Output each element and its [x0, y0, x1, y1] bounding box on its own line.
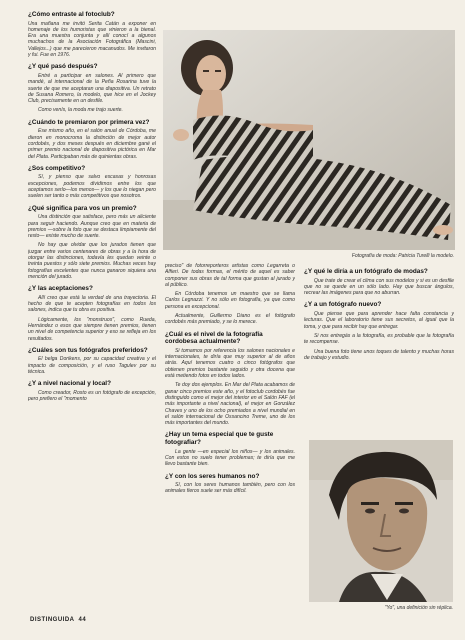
model-photo-icon	[163, 30, 455, 250]
question-heading: ¿Y qué pasó después?	[28, 63, 98, 71]
question-heading: ¿Hay un tema especial que te guste fotografiar?	[165, 431, 274, 447]
question-heading: ¿Sos competitivo?	[28, 164, 86, 172]
answer-paragraph: Como venís, la moda me trajo suerte.	[38, 107, 123, 114]
answer-paragraph: Sí, y pienso que salvo escasas y honrosas excepciones, podemos dividirnos entre los que aceptamos serlo—los menos— y los que lo niegan pero suelen ser tanto o más competitivos que nosotros.	[28, 174, 156, 200]
answer-paragraph: Como creador, Rosto es un fotógrafo de excepción, pero prefiero el "momento	[28, 389, 156, 403]
answer-paragraph: Si tomamos por referencia los salones nacionales e internacionales, te diría que muy superior al de años atrás. Aquí tenemos cuatro o cinco fotógrafos que obtienen premios bastante seguido y otra docena que está metiendo fotos en todos lados.	[165, 347, 295, 380]
answer-paragraph: Una distinción que satisface, pero más un aliciente para seguir haciendo. Aunque creo que en materia de premios —sobre la foto que se destaca limpiamente del resto— existe mucho de suerte.	[28, 214, 156, 240]
question-heading: ¿Cuándo te premiaron por primera vez?	[28, 118, 150, 126]
page-footer	[30, 617, 86, 623]
answer-paragraph: Que trate de crear el clima con sus modelos y si es un desfile que no se quede en un sólo lado. Hay que buscar ángulos, recrear las imágenes para que no aburran.	[304, 277, 454, 297]
answer-paragraph: Que piense que para aprender hace falta constancia y lecturas. Que el laboratorio tiene sus secretos, al igual que la toma, y que para recibir hay que entregar.	[304, 311, 454, 330]
question-heading: ¿Cómo entraste al fotoclub?	[28, 11, 115, 18]
answer-paragraph: El belga Dorikens, por su capacidad creativa y el impacto de composición, y el ruso Tagulev por su técnica.	[28, 356, 156, 376]
question-heading: ¿Cuál es el nivel de la fotografía cordobesa actualmente?	[165, 330, 263, 346]
question-heading: ¿Y qué le diría a un fotógrafo de modas?	[304, 268, 428, 275]
answer-paragraph: Lógicamente, los "monstruos", como Rueda, Hernández o esos que siempre tienen premios, tienen un nivel de competencia superior y eso se refleja en los resultados.	[28, 316, 156, 342]
answer-paragraph: Una buena foto tiene unos toques de talento y muchas horas de trabajo y estudio.	[304, 348, 454, 361]
answer-paragraph: No hay que olvidar que los jurados tienen que juzgar entre varios centenares de obras y a la hora de otorgar las distinciones, todavía les quedan veinte o treinta puestos y sólo siete premios. Muchas veces hay fotografías excelentes que nunca ganaron siquiera una mención del jurado.	[28, 242, 156, 280]
answer-paragraph: Entré a participar en salones. Al primero que mandé, al internacional de la Peña Rosarina tuve la suerte de que me aceptaran una diapositiva. Un retrato de Susana Romero, la modelo, que hice en el Jockey Club, precisamente en un desfile.	[28, 72, 156, 105]
answer-paragraph: Si nos entregás a la fotografía, es probable que la fotografía te recompense.	[304, 332, 454, 346]
answer-paragraph: Actualmente, Guillermo Diano es el fotógrafo cordobés más premiado, y se lo merece.	[165, 313, 295, 326]
answer-paragraph: Ese mismo año, en el salón anual de Córdoba, me dieron en monocroma la distinción de mejor autor cordobés, y dos meses después en diciembre gané el primer premio nacional de diapositiva pictórica en Mar del Plata. Participaban más de quinientas obras.	[28, 128, 156, 160]
magazine-name: DISTINGUIDA	[30, 617, 75, 623]
fashion-photo	[163, 30, 455, 250]
answer-paragraph: preciso" de fotorreporteros artistas como Legarreta o Alfieri. De todas formas, el mérito de aquel es saber componer sus obras de tal forma que gustan al jurado y al público.	[165, 263, 295, 288]
question-heading: ¿Qué significa para vos un premio?	[28, 204, 137, 212]
question-heading: ¿Y a nivel nacional y local?	[28, 380, 111, 388]
middle-text-column	[165, 263, 295, 613]
answer-paragraph: Sí, con los seres humanos también, pero con los animales fieros suele ser más difícil.	[165, 482, 295, 495]
question-heading: ¿Y a un fotógrafo nuevo?	[304, 301, 382, 309]
question-heading: ¿Y las aceptaciones?	[28, 285, 93, 293]
answer-paragraph: Una mañana me invitó Serita Catán a exponer en homenaje de los humoristas que vinieron a la bienal. Era una muestra conjunta y allí conocí a algunos muchachos de la Asociación Fotográfica (Mascini, Vallejos...) que me parecieron macanudos. Me invitaron y fui. Fue en 1976.	[28, 20, 156, 59]
portrait-caption: "Yo", una definición sin réplica.	[384, 605, 453, 611]
left-text-column	[28, 6, 156, 614]
page-number: 44	[78, 617, 87, 623]
answer-paragraph: Allí creo que está la verdad de una trayectoria. El hecho de que te acepten fotografías en todos los salones, indica que tu obra es positiva.	[28, 294, 156, 314]
answer-paragraph: La gente —en especial los niños— y los animales. Con estos no suelo tener problemas; te diría que me llevo bastante bien.	[165, 448, 295, 468]
portrait-photo-icon	[309, 440, 453, 602]
portrait-photo	[309, 440, 453, 602]
question-heading: ¿Cuáles son tus fotógrafos preferidos?	[28, 346, 148, 354]
answer-paragraph: En Córdoba tenemos un maestro que se llama Carlos Legnazzi. Y no sólo en fotografía, ya que como persona es excepcional.	[165, 291, 295, 310]
question-heading: ¿Y con los seres humanos no?	[165, 472, 260, 480]
answer-paragraph: Te doy dos ejemplos. En Mar del Plata acabamos de ganar cinco premios este año, y el fotoclub cordobés fue distinguido como el mejor del interior en el Salón FAF (el más importante a nivel nacional), el mejor en González Chaves y uno de los ocho premiados a nivel mundial en el salón internacional de Ossancino Treme, uno de los más importantes del mundo.	[165, 382, 295, 427]
fashion-caption: Fotografía de moda: Patricia Turelli la modelo.	[351, 253, 454, 259]
